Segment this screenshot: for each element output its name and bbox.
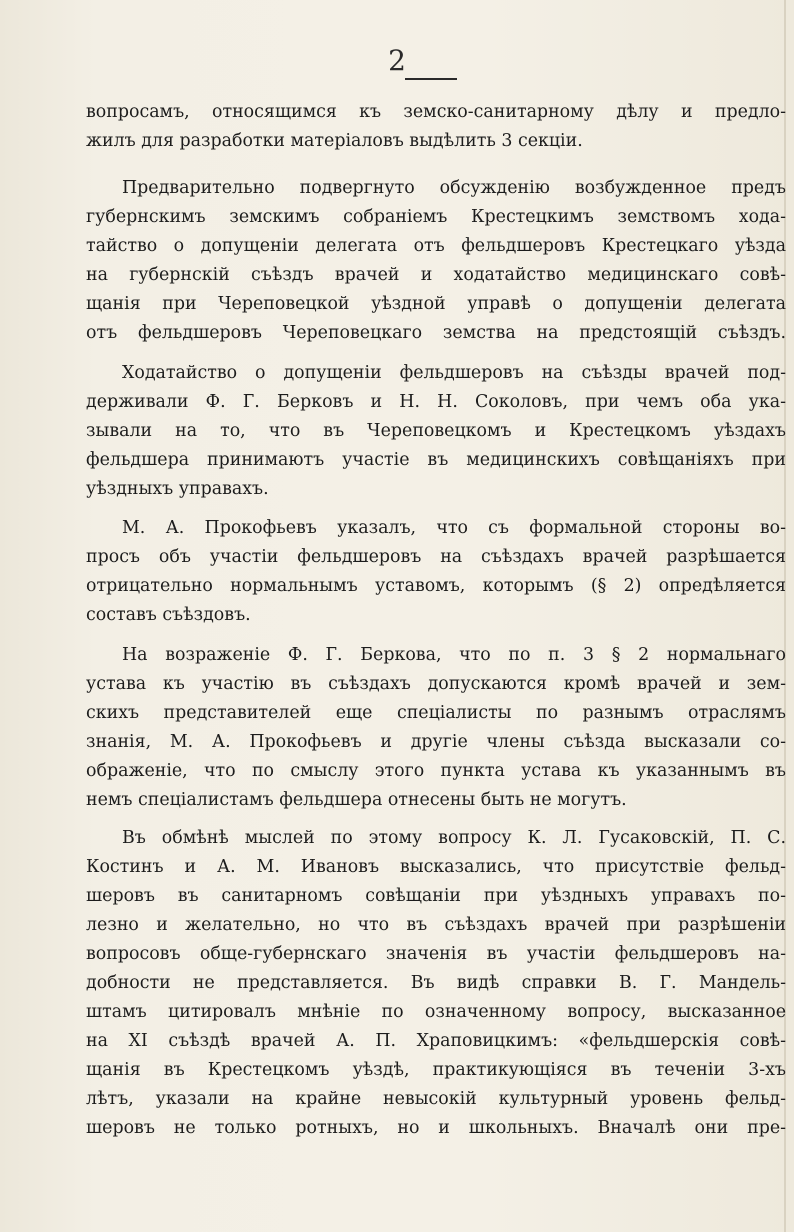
paragraph-1 [86, 98, 786, 156]
text-line: зывали на то, что въ Череповецкомъ и Крестецкомъ уѣздахъ [86, 421, 786, 441]
text-line: устава къ участію въ съѣздахъ допускаются кромѣ врачей и зем- [86, 674, 786, 694]
text-line: ображеніе, что по смыслу этого пункта устава къ указаннымъ въ [86, 761, 786, 781]
text-line: щанія въ Крестецкомъ уѣздѣ, практикующіяся въ теченіи 3-хъ [86, 1060, 786, 1080]
text-line: просъ объ участіи фельдшеровъ на съѣздахъ врачей разрѣшается [86, 547, 786, 567]
text-line: фельдшера принимаютъ участіе въ медицинскихъ совѣщаніяхъ при [86, 450, 786, 470]
text-line: шеровъ въ санитарномъ совѣщаніи при уѣздныхъ управахъ по- [86, 886, 786, 906]
text-line: Костинъ и А. М. Ивановъ высказались, что присутствіе фельд- [86, 857, 786, 877]
paragraph-3 [86, 359, 786, 504]
text-line: вопросамъ, относящимся къ земско-санитарному дѣлу и предло- [86, 102, 786, 122]
text-line: добности не представляется. Въ видѣ справки В. Г. Мандель- [86, 973, 786, 993]
text-line: На возраженіе Ф. Г. Беркова, что по п. 3 § 2 нормальнаго [122, 645, 786, 665]
text-line: лезно и желательно, но что въ съѣздахъ врачей при разрѣшеніи [86, 915, 786, 935]
text-line: щанія при Череповецкой уѣздной управѣ о допущеніи делегата [86, 294, 786, 314]
text-line: жилъ для разработки матеріаловъ выдѣлить 3 секціи. [86, 131, 583, 151]
text-line: Предварительно подвергнуто обсужденію возбужденное предъ [122, 178, 786, 198]
text-line: вопросовъ обще-губернскаго значенія въ участіи фельдшеровъ на- [86, 944, 786, 964]
text-line: уѣздныхъ управахъ. [86, 479, 269, 499]
text-line: штамъ цитировалъ мнѣніе по означенному вопросу, высказанное [86, 1002, 786, 1022]
text-line: шеровъ не только ротныхъ, но и школьныхъ. Вначалѣ они пре- [86, 1118, 786, 1138]
text-line: тайство о допущеніи делегата отъ фельдшеровъ Крестецкаго уѣзда [86, 236, 786, 256]
text-line: лѣтъ, указали на крайне невысокій культурный уровень фельд- [86, 1089, 786, 1109]
paragraph-2 [86, 174, 786, 348]
text-line: скихъ представителей еще спеціалисты по разнымъ отраслямъ [86, 703, 786, 723]
text-line: отъ фельдшеровъ Череповецкаго земства на предстоящій съѣздъ. [86, 323, 786, 343]
text-line: губернскимъ земскимъ собраніемъ Крестецкимъ земствомъ хода- [86, 207, 786, 227]
text-line: отрицательно нормальнымъ уставомъ, которымъ (§ 2) опредѣляется [86, 576, 786, 596]
text-line: держивали Ф. Г. Берковъ и Н. Н. Соколовъ, при чемъ оба ука- [86, 392, 786, 412]
paragraph-6 [86, 824, 786, 1143]
text-line: Въ обмѣнѣ мыслей по этому вопросу К. Л. Гусаковскій, П. С. [122, 828, 786, 848]
text-line: составъ съѣздовъ. [86, 605, 251, 625]
text-line: знанія, М. А. Прокофьевъ и другіе члены съѣзда высказали со- [86, 732, 786, 752]
text-line: на губернскій съѣздъ врачей и ходатайство медицинскаго совѣ- [86, 265, 786, 285]
paragraph-5 [86, 641, 786, 815]
text-line: на XI съѣздѣ врачей А. П. Храповицкимъ: «фельдшерскія совѣ- [86, 1031, 786, 1051]
text-line: Ходатайство о допущеніи фельдшеровъ на съѣзды врачей под- [122, 363, 786, 383]
page-number-rule [405, 78, 457, 80]
page-number: 2 [388, 44, 406, 77]
paragraph-4 [86, 514, 786, 630]
text-line: М. А. Прокофьевъ указалъ, что съ формальной стороны во- [122, 518, 786, 538]
text-line: немъ спеціалистамъ фельдшера отнесены быть не могутъ. [86, 790, 627, 810]
